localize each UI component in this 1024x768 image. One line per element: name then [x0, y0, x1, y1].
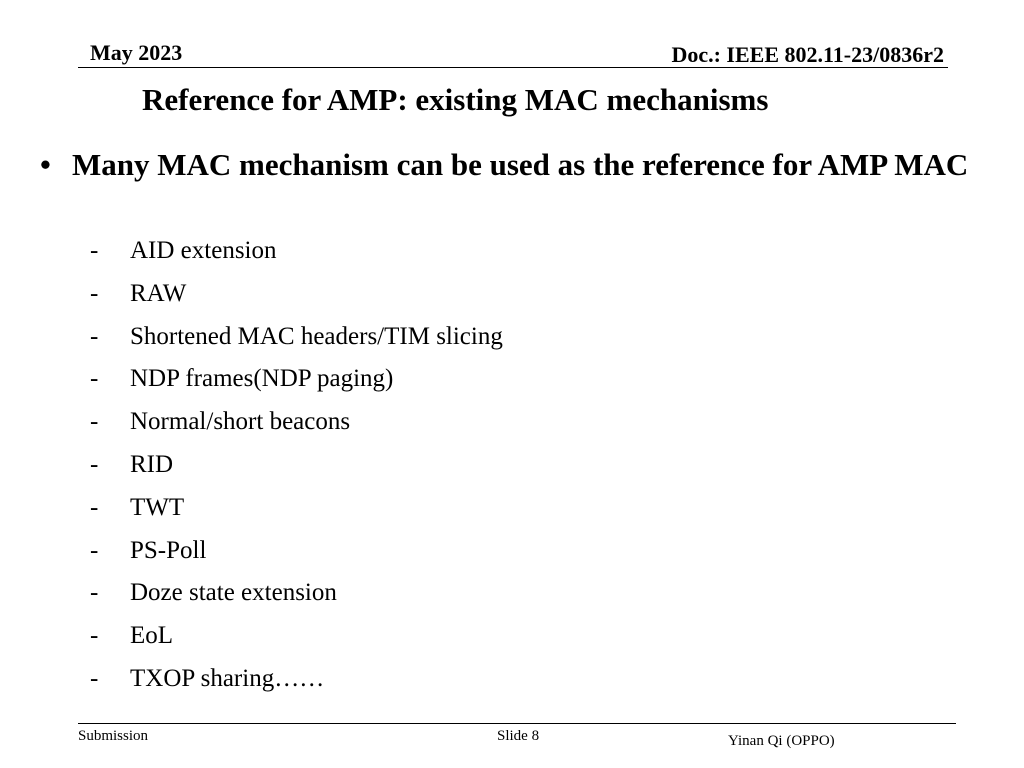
list-item-text: EoL — [130, 622, 174, 650]
list-item-text: RID — [130, 450, 174, 478]
dash-marker: - — [90, 493, 99, 521]
header-doc-id: Doc.: IEEE 802.11-23/0836r2 — [671, 42, 944, 67]
dash-marker: - — [90, 365, 99, 393]
list-item-text: Shortened MAC headers/TIM slicing — [130, 322, 503, 350]
dash-marker: - — [90, 664, 99, 692]
list-item-text: RAW — [130, 279, 187, 307]
list-item — [90, 530, 503, 573]
bullet-marker: • — [40, 147, 51, 182]
list-item — [90, 316, 503, 359]
list-item — [90, 572, 503, 615]
dash-marker: - — [90, 237, 99, 264]
dash-marker: - — [90, 450, 99, 478]
header-divider — [78, 67, 948, 68]
footer-slide-number: Slide 8 — [497, 728, 540, 744]
list-item — [90, 401, 503, 444]
list-item — [90, 230, 503, 273]
list-item-text: TXOP sharing…… — [130, 664, 325, 692]
footer-divider — [78, 723, 956, 724]
dash-marker: - — [90, 279, 99, 307]
dash-marker: - — [90, 408, 99, 436]
dash-marker: - — [90, 322, 99, 350]
dash-marker: - — [90, 536, 99, 564]
slide-title: Reference for AMP: existing MAC mechanisms — [142, 82, 769, 117]
footer-submission: Submission — [78, 728, 149, 744]
list-item — [90, 273, 503, 316]
list-item — [90, 658, 503, 701]
sub-bullet-list — [90, 230, 503, 701]
list-item-text: Normal/short beacons — [130, 408, 351, 436]
list-item — [90, 444, 503, 487]
list-item — [90, 487, 503, 530]
dash-marker: - — [90, 579, 99, 607]
list-item — [90, 615, 503, 658]
header-date: May 2023 — [90, 40, 183, 65]
list-item-text: AID extension — [130, 237, 277, 264]
list-item-text: PS-Poll — [130, 536, 207, 564]
main-bullet — [40, 145, 990, 185]
dash-marker: - — [90, 622, 99, 650]
list-item-text: Doze state extension — [130, 579, 337, 607]
list-item — [90, 358, 503, 401]
footer-author: Yinan Qi (OPPO) — [728, 733, 835, 749]
list-item-text: NDP frames(NDP paging) — [130, 365, 394, 393]
main-bullet-text: Many MAC mechanism can be used as the reference for AMP MAC — [72, 147, 969, 182]
list-item-text: TWT — [130, 493, 185, 521]
